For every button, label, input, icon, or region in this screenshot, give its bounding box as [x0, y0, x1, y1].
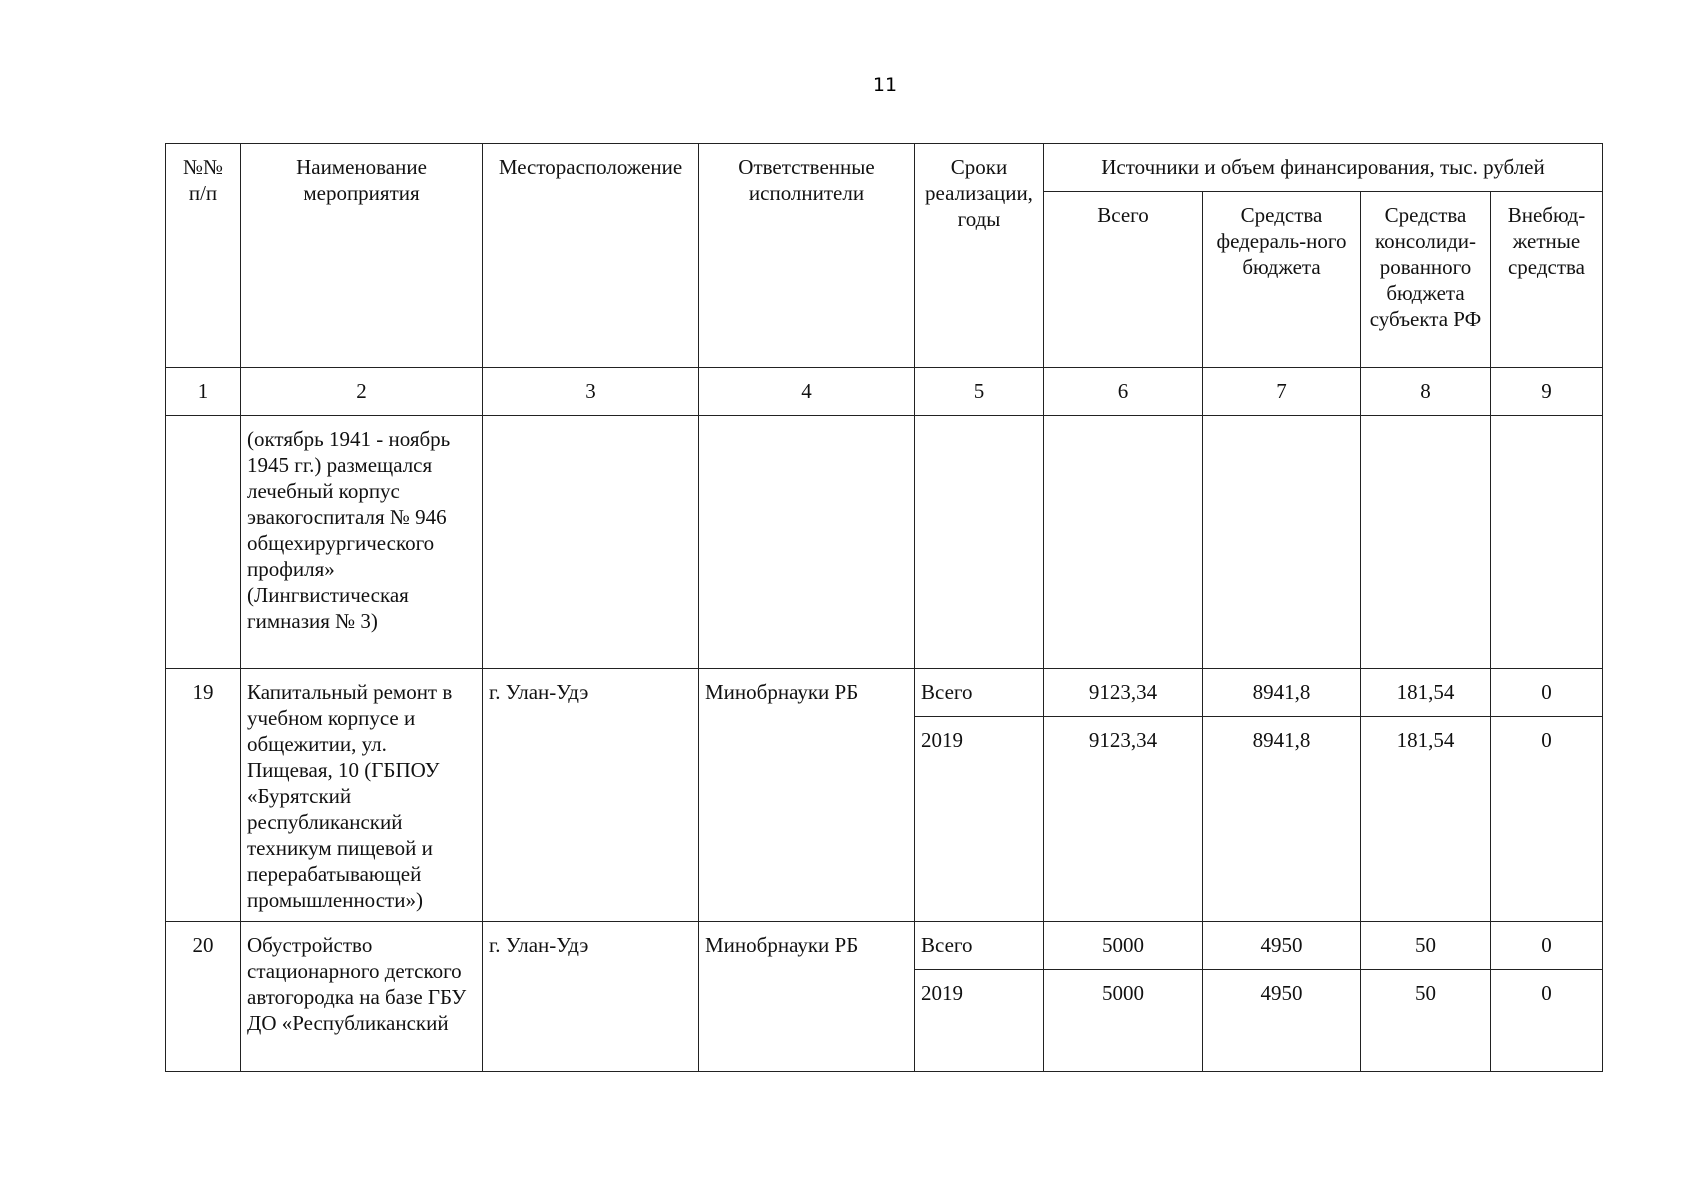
row-total: 5000 [1044, 970, 1203, 1018]
header-offbudget: Внебюд-жетные средства [1491, 192, 1603, 368]
empty-cell [1361, 416, 1491, 669]
row-location: г. Улан-Удэ [483, 669, 699, 922]
empty-cell [1203, 416, 1361, 669]
column-number: 1 [166, 368, 241, 416]
column-number-row [166, 368, 1603, 416]
row-term: Всего [915, 922, 1044, 970]
row-name: Обустройство стационарного детского автогородка на базе ГБУ ДО «Республиканский [241, 922, 483, 1072]
table-row [166, 669, 1603, 717]
header-name: Наименование мероприятия [241, 144, 483, 368]
row-federal: 8941,8 [1203, 669, 1361, 717]
column-number: 6 [1044, 368, 1203, 416]
row-total: 9123,34 [1044, 669, 1203, 717]
column-number: 9 [1491, 368, 1603, 416]
row-offbudget: 0 [1491, 669, 1603, 717]
row-number: 19 [166, 669, 241, 922]
empty-cell [915, 1018, 1044, 1072]
column-number: 2 [241, 368, 483, 416]
empty-cell [915, 765, 1044, 922]
column-number: 4 [699, 368, 915, 416]
row-offbudget: 0 [1491, 717, 1603, 765]
empty-cell [1361, 1018, 1491, 1072]
row-consolidated: 50 [1361, 970, 1491, 1018]
header-federal: Средства федераль-ного бюджета [1203, 192, 1361, 368]
row-federal: 4950 [1203, 970, 1361, 1018]
empty-cell [1203, 765, 1361, 922]
header-location: Месторасположение [483, 144, 699, 368]
column-number: 3 [483, 368, 699, 416]
empty-cell [1491, 765, 1603, 922]
header-num: №№ п/п [166, 144, 241, 368]
empty-cell [1044, 416, 1203, 669]
header-responsible: Ответственные исполнители [699, 144, 915, 368]
row-federal: 4950 [1203, 922, 1361, 970]
column-number: 7 [1203, 368, 1361, 416]
row-location: г. Улан-Удэ [483, 922, 699, 1072]
header-consolidated: Средства консолиди-рованного бюджета субъекта РФ [1361, 192, 1491, 368]
row-term: Всего [915, 669, 1044, 717]
continuation-row [166, 416, 1603, 669]
row-term: 2019 [915, 717, 1044, 765]
row-consolidated: 181,54 [1361, 669, 1491, 717]
header-total: Всего [1044, 192, 1203, 368]
row-total: 9123,34 [1044, 717, 1203, 765]
empty-cell [1361, 765, 1491, 922]
row-responsible: Минобрнауки РБ [699, 669, 915, 922]
row-consolidated: 50 [1361, 922, 1491, 970]
row-offbudget: 0 [1491, 922, 1603, 970]
empty-cell [483, 416, 699, 669]
financing-table [165, 143, 1603, 1072]
header-row [166, 144, 1603, 192]
row-federal: 8941,8 [1203, 717, 1361, 765]
empty-cell [1491, 1018, 1603, 1072]
page-number: 11 [872, 74, 898, 96]
row-responsible: Минобрнауки РБ [699, 922, 915, 1072]
continuation-num-cell [166, 416, 241, 669]
table-row [166, 922, 1603, 970]
empty-cell [1491, 416, 1603, 669]
header-terms: Сроки реализации, годы [915, 144, 1044, 368]
empty-cell [1044, 1018, 1203, 1072]
column-number: 8 [1361, 368, 1491, 416]
empty-cell [915, 416, 1044, 669]
row-name: Капитальный ремонт в учебном корпусе и общежитии, ул. Пищевая, 10 (ГБПОУ «Бурятский республиканский техникум пищевой и перерабатывающей промышленности») [241, 669, 483, 922]
empty-cell [1203, 1018, 1361, 1072]
row-number: 20 [166, 922, 241, 1072]
empty-cell [1044, 765, 1203, 922]
row-consolidated: 181,54 [1361, 717, 1491, 765]
row-offbudget: 0 [1491, 970, 1603, 1018]
empty-cell [699, 416, 915, 669]
header-sources-group: Источники и объем финансирования, тыс. рублей [1044, 144, 1603, 192]
continuation-name: (октябрь 1941 - ноябрь 1945 гг.) размещался лечебный корпус эвакогоспиталя № 946 общехирургического профиля» (Лингвистическая гимназия № 3) [241, 416, 483, 669]
row-total: 5000 [1044, 922, 1203, 970]
column-number: 5 [915, 368, 1044, 416]
row-term: 2019 [915, 970, 1044, 1018]
